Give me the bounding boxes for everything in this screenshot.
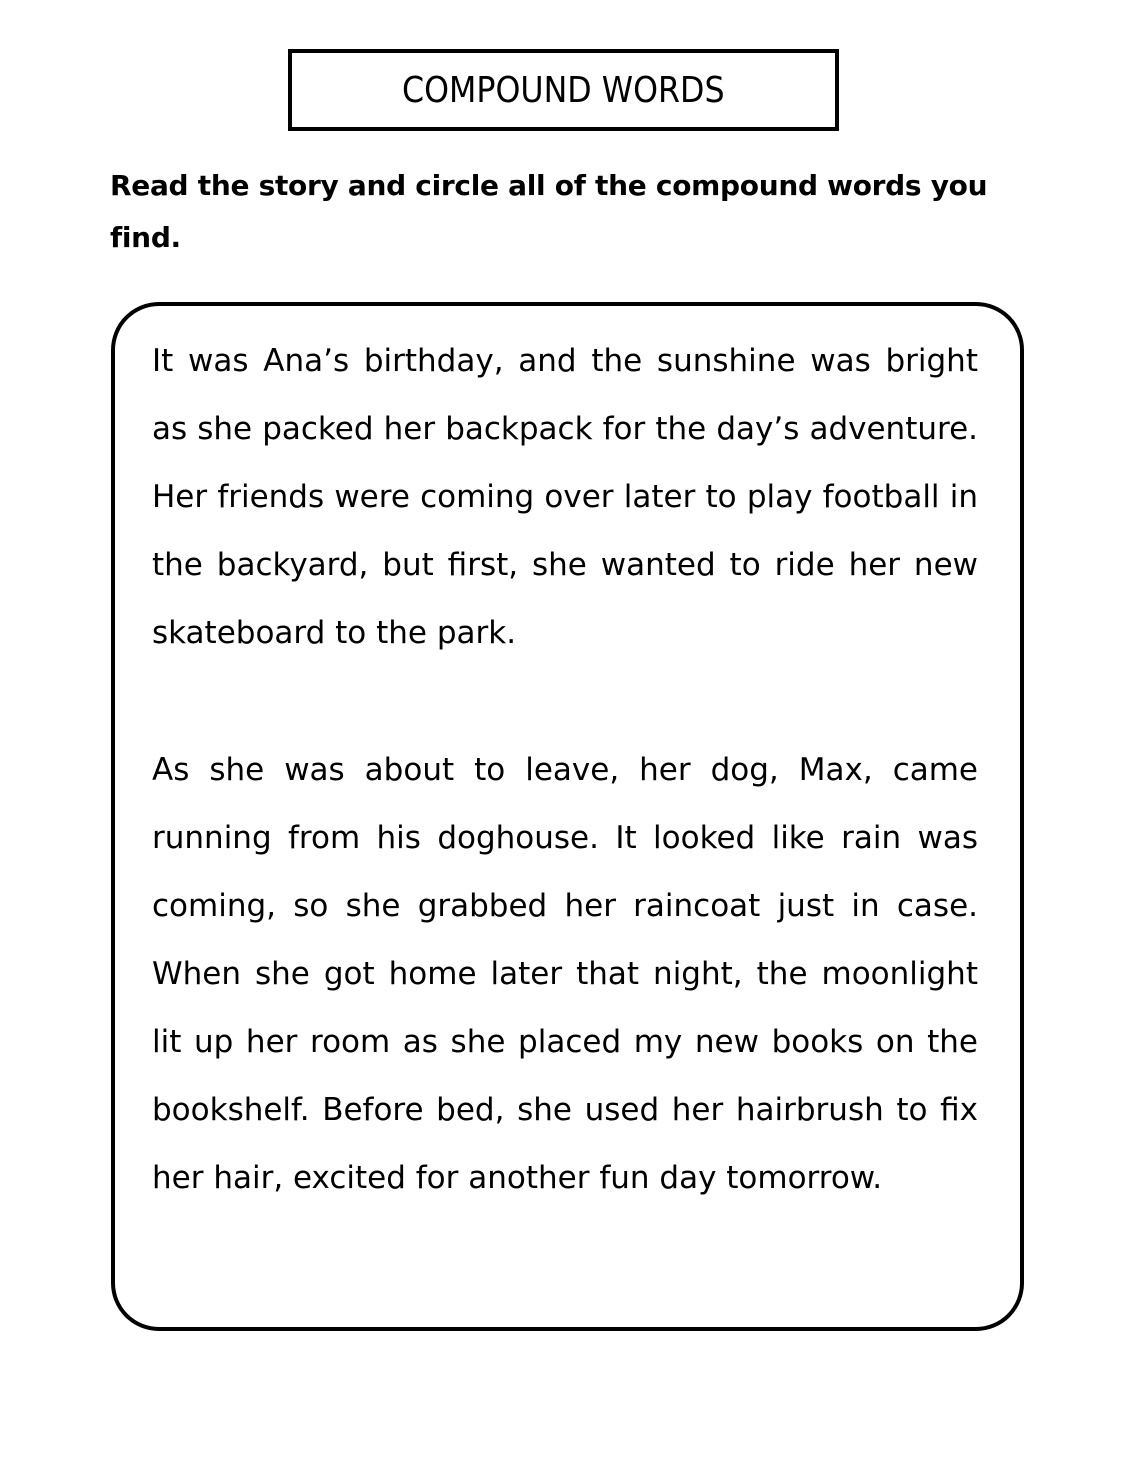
- story-paragraph-2: As she was about to leave, her dog, Max, came running from his doghouse. It looked like rain was coming, so she grabbed her raincoat just in case. When she got home later that night, the moonlight lit up her room as she placed my new books on the bookshelf. Before bed, she used her hairbrush to fix her hair, excited for another fun day tomorrow.: [152, 752, 978, 1196]
- worksheet-title: COMPOUND WORDS: [402, 69, 725, 111]
- story-paragraph-1: It was Ana’s birthday, and the sunshine was bright as she packed her backpack for the day’s adventure. Her friends were coming over later to play football in the backyard, but first, she wanted to ride her new skateboard to the park.: [152, 343, 978, 651]
- worksheet-title-box: [288, 49, 839, 131]
- instructions-text: Read the story and circle all of the compound words you find.: [110, 169, 988, 254]
